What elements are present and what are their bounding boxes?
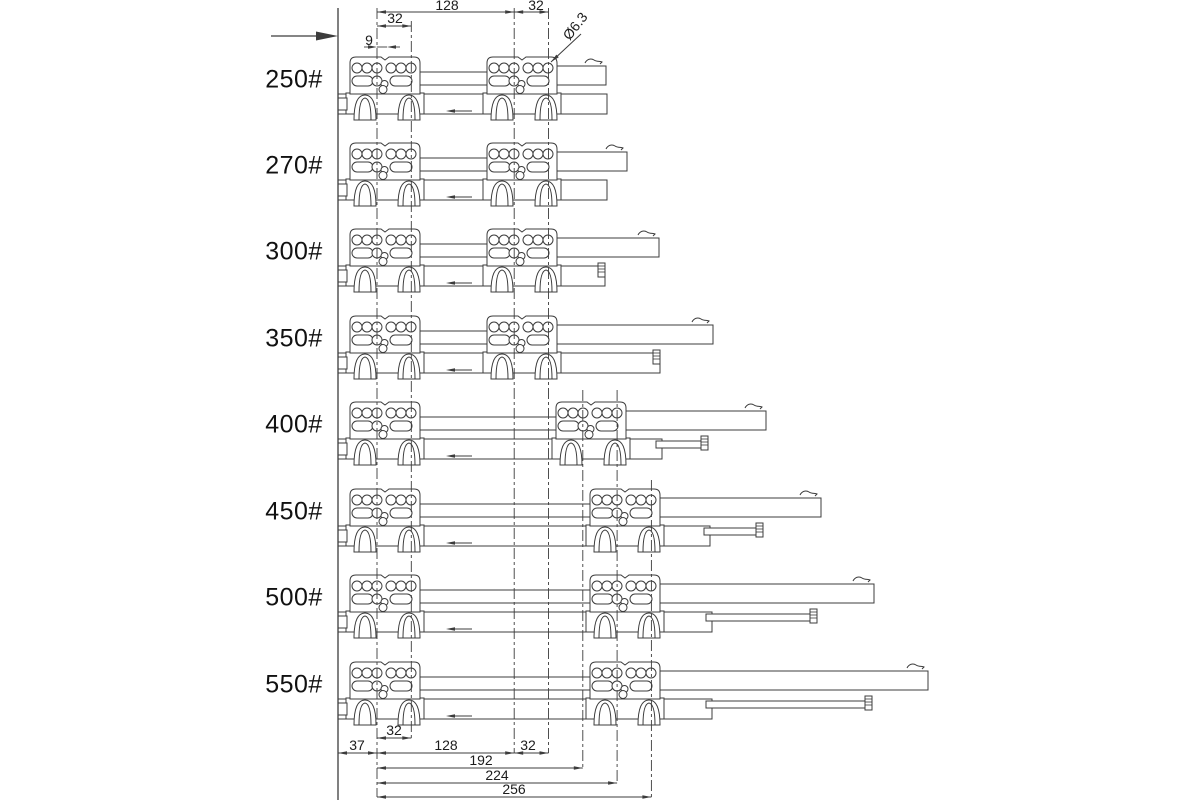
size-label-300: 300# [265, 237, 323, 266]
size-label-450: 450# [265, 497, 323, 526]
dim-label-bot-128: 128 [434, 737, 458, 753]
size-label-550: 550# [265, 670, 323, 699]
dim-label-top-9: 9 [365, 32, 373, 48]
dim-label-bot-256: 256 [502, 781, 526, 797]
size-label-400: 400# [265, 410, 323, 439]
size-label-270: 270# [265, 151, 323, 180]
dim-label-bot-32-upper: 32 [386, 722, 402, 738]
dim-label-bot-37: 37 [349, 737, 365, 753]
dim-label-top-32-left: 32 [387, 10, 403, 26]
size-label-500: 500# [265, 583, 323, 612]
size-label-250: 250# [265, 65, 323, 94]
dim-label-bot-32: 32 [520, 737, 536, 753]
size-label-350: 350# [265, 324, 323, 353]
dim-label-top-128: 128 [435, 0, 459, 13]
dim-label-bot-192: 192 [469, 752, 493, 768]
dim-label-hole-diameter: Ø6.3 [559, 9, 591, 43]
dim-label-bot-224: 224 [485, 767, 509, 783]
dim-label-top-32-right: 32 [528, 0, 544, 13]
